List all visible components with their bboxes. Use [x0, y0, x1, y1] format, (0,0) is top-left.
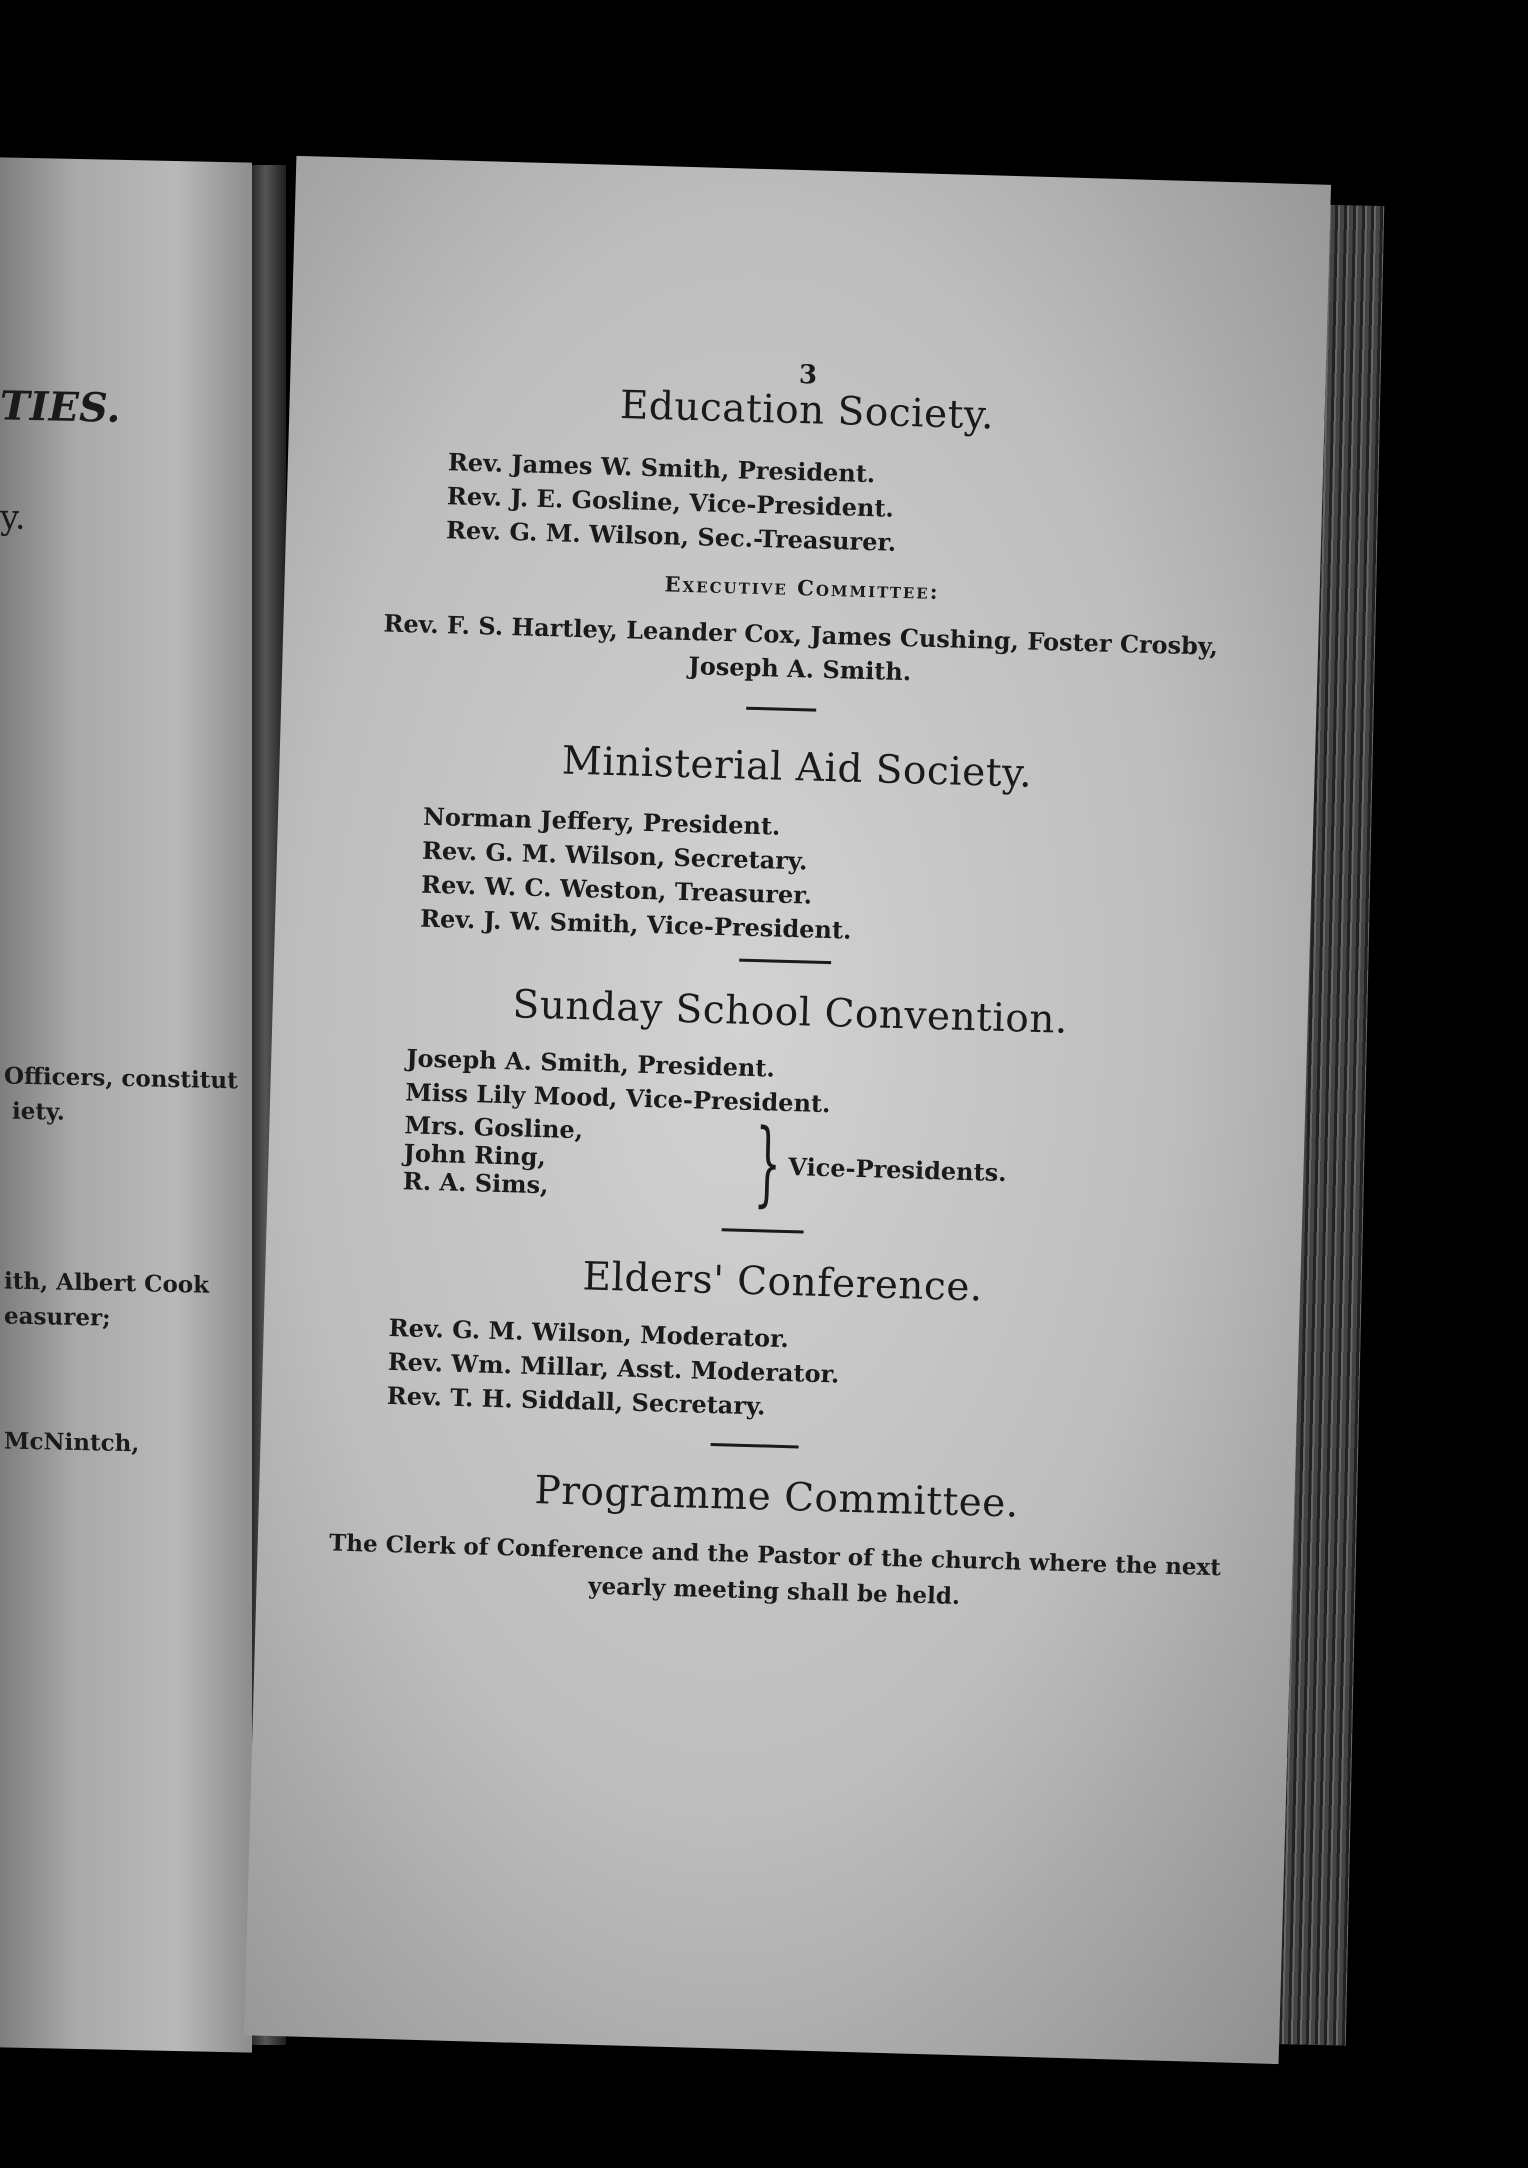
education-officers-list [446, 445, 899, 560]
officer-line: Rev. J. W. Smith, Vice-President. [419, 903, 852, 945]
programme-committee-heading: Programme Committee. [533, 1468, 1020, 1527]
left-fragment-title: TIES. [0, 382, 121, 432]
left-fragment: iety. [12, 1097, 65, 1126]
left-fragment: McNintch, [4, 1427, 140, 1458]
left-fragment: ith, Albert Cook [4, 1267, 210, 1299]
sunday-school-heading: Sunday School Convention. [511, 982, 1069, 1043]
officer-line: Joseph A. Smith, President. [405, 1043, 776, 1083]
left-fragment: y. [0, 497, 26, 538]
officer-line: Rev. T. H. Siddall, Secretary. [386, 1380, 766, 1421]
vice-presidents-label: Vice-Presidents. [788, 1152, 1007, 1188]
vp-name: Mrs. Gosline, [404, 1110, 584, 1145]
officer-line: Norman Jeffery, President. [422, 801, 781, 841]
section-divider [746, 707, 816, 712]
vice-presidents-names [402, 1111, 583, 1200]
brace-icon: } [753, 1109, 783, 1217]
executive-committee-label: Executive Committee: [664, 571, 940, 605]
vp-name: John Ring, [403, 1138, 547, 1172]
officer-line: Rev. Wm. Millar, Asst. Moderator. [387, 1346, 840, 1389]
ministerial-aid-heading: Ministerial Aid Society. [561, 738, 1033, 797]
ministerial-officers-list [420, 800, 855, 948]
section-divider [739, 959, 831, 965]
left-fragment: Officers, constitut [4, 1062, 238, 1095]
officer-line: Rev. G. M. Wilson, Secretary. [421, 835, 808, 876]
officer-line: Rev. James W. Smith, President. [447, 447, 876, 489]
page-number: 3 [798, 360, 818, 391]
officer-line: Rev. W. C. Weston, Treasurer. [420, 869, 813, 910]
executive-committee-members: Rev. F. S. Hartley, Leander Cox, James Cushing, Foster Crosby, [383, 608, 1219, 661]
left-page [0, 157, 252, 2052]
officer-line: Rev. G. M. Wilson, Moderator. [388, 1312, 790, 1354]
programme-committee-text: The Clerk of Conference and the Pastor of the church where the next [328, 1529, 1222, 1582]
section-divider [722, 1228, 804, 1233]
education-society-heading: Education Society. [619, 383, 995, 439]
officer-line: Rev. G. M. Wilson, Sec.-Treasurer. [445, 515, 897, 557]
elders-officers-list [386, 1311, 840, 1426]
officer-line: Miss Lily Mood, Vice-President. [404, 1077, 831, 1119]
left-fragment: easurer; [4, 1302, 111, 1332]
executive-committee-members-cont: Joseph A. Smith. [688, 651, 912, 687]
section-divider [711, 1443, 799, 1448]
officer-line: Rev. J. E. Gosline, Vice-President. [446, 481, 895, 523]
elders-conference-heading: Elders' Conference. [581, 1254, 984, 1311]
right-page [244, 156, 1331, 2064]
vp-name: R. A. Sims, [402, 1166, 549, 1200]
programme-committee-text-cont: yearly meeting shall be held. [587, 1572, 961, 1610]
